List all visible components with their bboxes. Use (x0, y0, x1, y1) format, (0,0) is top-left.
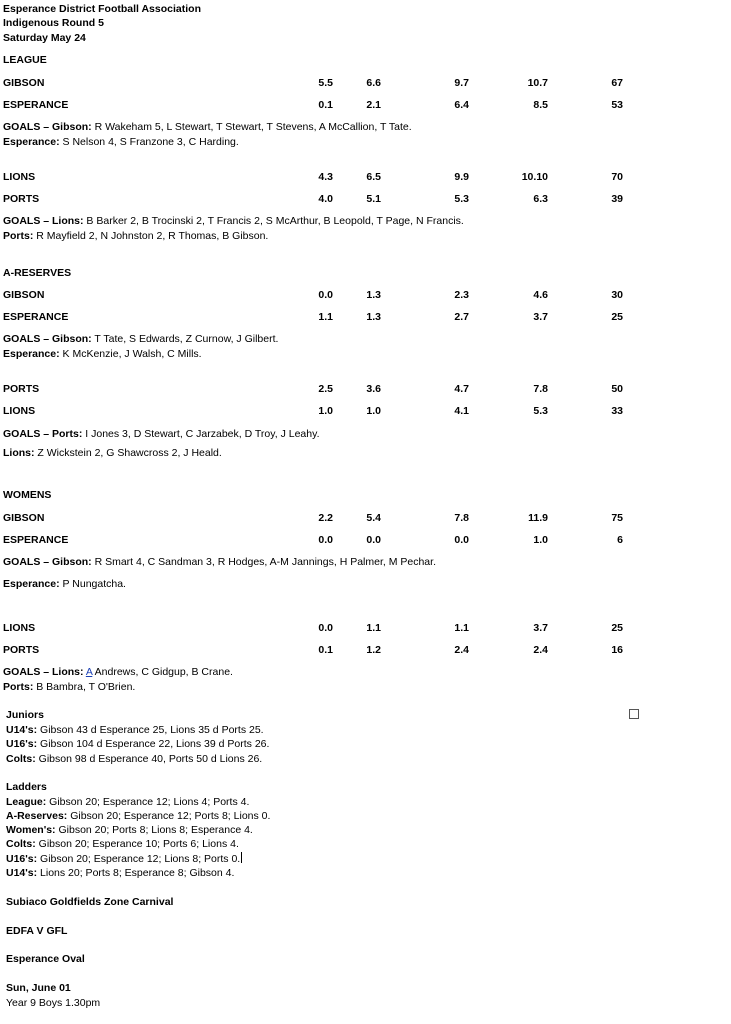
doc-title: Esperance District Football Association (3, 3, 201, 15)
score-row (3, 533, 703, 547)
goals-line (3, 347, 202, 361)
ladders-heading: Ladders (6, 781, 47, 793)
ladder-label: League: (6, 796, 47, 808)
goals-text: R Mayfield 2, N Johnston 2, R Thomas, B Gibson. (33, 230, 269, 242)
ladder-text: Gibson 20; Esperance 10; Ports 6; Lions 4. (35, 838, 239, 850)
ladder-item (6, 823, 253, 837)
total-score: 53 (611, 99, 623, 111)
score-row (3, 192, 703, 206)
q4-score: 4.6 (533, 289, 548, 301)
goals-line (3, 332, 278, 346)
goals-text: Z Wickstein 2, G Shawcross 2, J Heald. (34, 447, 222, 459)
score-row (3, 382, 703, 396)
total-score: 50 (611, 383, 623, 395)
carnival-date: Sun, June 01 (6, 982, 71, 994)
goals-text: K McKenzie, J Walsh, C Mills. (59, 348, 202, 360)
juniors-text: Gibson 98 d Esperance 40, Ports 50 d Lions 26. (35, 753, 263, 765)
goals-text: Andrews, C Gidgup, B Crane. (92, 666, 233, 678)
team-name: LIONS (3, 622, 36, 634)
team-name: LIONS (3, 171, 36, 183)
goals-label: GOALS – Gibson: (3, 556, 92, 568)
q3-score: 4.1 (454, 405, 469, 417)
q1-score: 2.2 (318, 512, 333, 524)
q2-score: 5.1 (366, 193, 381, 205)
ladder-label: A-Reserves: (6, 810, 68, 822)
team-name: GIBSON (3, 512, 45, 524)
goals-label: Ports: (3, 230, 34, 242)
juniors-heading: Juniors (6, 709, 44, 721)
team-name: PORTS (3, 644, 40, 656)
goals-line (3, 680, 135, 694)
team-name: ESPERANCE (3, 99, 69, 111)
checkbox[interactable] (629, 709, 639, 719)
team-name: PORTS (3, 383, 40, 395)
q1-score: 0.0 (318, 534, 333, 546)
goals-label: Esperance: (3, 578, 60, 590)
q3-score: 2.4 (454, 644, 469, 656)
goals-line (3, 229, 268, 243)
juniors-label: U16's: (6, 738, 38, 750)
q3-score: 9.9 (454, 171, 469, 183)
total-score: 25 (611, 622, 623, 634)
goals-label: GOALS – Lions: (3, 215, 84, 227)
team-name: GIBSON (3, 289, 45, 301)
goals-line (3, 135, 239, 149)
juniors-item (6, 723, 264, 737)
total-score: 16 (611, 644, 623, 656)
q4-score: 10.7 (527, 77, 548, 89)
q1-score: 0.1 (318, 99, 333, 111)
q3-score: 0.0 (454, 534, 469, 546)
goals-text: P Nungatcha. (59, 578, 126, 590)
juniors-item (6, 752, 262, 766)
q1-score: 0.1 (318, 644, 333, 656)
q2-score: 6.6 (366, 77, 381, 89)
score-row (3, 621, 703, 635)
q1-score: 2.5 (318, 383, 333, 395)
ladder-item (6, 809, 270, 823)
goals-line (3, 446, 222, 460)
q2-score: 1.2 (366, 644, 381, 656)
goals-initial: A (85, 666, 93, 678)
score-row (3, 643, 703, 657)
goals-text: B Bambra, T O'Brien. (33, 681, 136, 693)
team-name: ESPERANCE (3, 311, 69, 323)
q3-score: 1.1 (454, 622, 469, 634)
section-heading-league: LEAGUE (3, 54, 47, 66)
q4-score: 1.0 (533, 534, 548, 546)
goals-line (3, 427, 319, 441)
score-row (3, 310, 703, 324)
goals-label: Ports: (3, 681, 34, 693)
q2-score: 0.0 (366, 534, 381, 546)
ladder-text: Gibson 20; Esperance 12; Ports 8; Lions 0. (67, 810, 271, 822)
q1-score: 1.0 (318, 405, 333, 417)
date-title: Saturday May 24 (3, 32, 86, 44)
q4-score: 3.7 (533, 311, 548, 323)
ladder-item (6, 852, 242, 866)
total-score: 75 (611, 512, 623, 524)
q4-score: 2.4 (533, 644, 548, 656)
team-name: GIBSON (3, 77, 45, 89)
total-score: 30 (611, 289, 623, 301)
text-cursor (241, 852, 242, 863)
q2-score: 5.4 (366, 512, 381, 524)
goals-line (3, 120, 412, 134)
ladder-item (6, 795, 249, 809)
q3-score: 7.8 (454, 512, 469, 524)
goals-text: I Jones 3, D Stewart, C Jarzabek, D Troy, J Leahy. (82, 428, 320, 440)
goals-line (3, 555, 436, 569)
score-row (3, 511, 703, 525)
q2-score: 3.6 (366, 383, 381, 395)
q2-score: 2.1 (366, 99, 381, 111)
goals-text: T Tate, S Edwards, Z Curnow, J Gilbert. (91, 333, 279, 345)
goals-text: B Barker 2, B Trocinski 2, T Francis 2, S McArthur, B Leopold, T Page, N Francis. (83, 215, 464, 227)
q3-score: 4.7 (454, 383, 469, 395)
goals-label: Lions: (3, 447, 35, 459)
q4-score: 5.3 (533, 405, 548, 417)
ladder-label: Colts: (6, 838, 36, 850)
goals-line (3, 665, 233, 679)
ladder-item (6, 837, 239, 851)
q2-score: 1.3 (366, 289, 381, 301)
round-title: Indigenous Round 5 (3, 17, 104, 29)
ladder-item (6, 866, 234, 880)
total-score: 39 (611, 193, 623, 205)
juniors-label: U14's: (6, 724, 38, 736)
q3-score: 5.3 (454, 193, 469, 205)
q4-score: 6.3 (533, 193, 548, 205)
q4-score: 11.9 (528, 512, 548, 524)
score-row (3, 98, 703, 112)
q2-score: 1.1 (366, 622, 381, 634)
score-row (3, 76, 703, 90)
section-heading-womens: WOMENS (3, 489, 52, 501)
total-score: 33 (611, 405, 623, 417)
q2-score: 6.5 (366, 171, 381, 183)
goals-label: GOALS – Gibson: (3, 333, 92, 345)
total-score: 25 (611, 311, 623, 323)
q1-score: 4.0 (318, 193, 333, 205)
goals-text: R Smart 4, C Sandman 3, R Hodges, A-M Jannings, H Palmer, M Pechar. (91, 556, 436, 568)
goals-text: R Wakeham 5, L Stewart, T Stewart, T Stevens, A McCallion, T Tate. (91, 121, 412, 133)
ladder-text: Gibson 20; Ports 8; Lions 8; Esperance 4. (55, 824, 253, 836)
goals-label: GOALS – Lions: (3, 666, 84, 678)
section-heading-reserves: A-RESERVES (3, 267, 72, 279)
goals-label: GOALS – Ports: (3, 428, 83, 440)
q4-score: 7.8 (533, 383, 548, 395)
goals-label: GOALS – Gibson: (3, 121, 92, 133)
team-name: ESPERANCE (3, 534, 69, 546)
q1-score: 1.1 (318, 311, 333, 323)
team-name: LIONS (3, 405, 36, 417)
q2-score: 1.0 (366, 405, 381, 417)
q3-score: 2.7 (454, 311, 469, 323)
total-score: 6 (617, 534, 623, 546)
ladder-label: U14's: (6, 867, 38, 879)
goals-line (3, 214, 464, 228)
carnival-match: EDFA V GFL (6, 925, 68, 937)
ladder-text: Gibson 20; Esperance 12; Lions 4; Ports 4. (46, 796, 250, 808)
q3-score: 6.4 (454, 99, 469, 111)
q1-score: 5.5 (318, 77, 333, 89)
score-row (3, 404, 703, 418)
juniors-text: Gibson 104 d Esperance 22, Lions 39 d Ports 26. (37, 738, 270, 750)
ladder-text: Gibson 20; Esperance 12; Lions 8; Ports 0. (37, 853, 241, 865)
ladder-label: Women's: (6, 824, 56, 836)
team-name: PORTS (3, 193, 40, 205)
q2-score: 1.3 (366, 311, 381, 323)
carnival-title: Subiaco Goldfields Zone Carnival (6, 896, 174, 908)
score-row (3, 170, 703, 184)
score-row (3, 288, 703, 302)
juniors-label: Colts: (6, 753, 36, 765)
q1-score: 4.3 (318, 171, 333, 183)
ladder-label: U16's: (6, 853, 38, 865)
q4-score: 8.5 (533, 99, 548, 111)
carnival-venue: Esperance Oval (6, 953, 85, 965)
juniors-item (6, 737, 269, 751)
ladder-text: Lions 20; Ports 8; Esperance 8; Gibson 4. (37, 867, 235, 879)
goals-label: Esperance: (3, 348, 60, 360)
q4-score: 10.10 (521, 171, 548, 183)
q3-score: 2.3 (454, 289, 469, 301)
juniors-text: Gibson 43 d Esperance 25, Lions 35 d Ports 25. (37, 724, 264, 736)
goals-label: Esperance: (3, 136, 60, 148)
total-score: 70 (611, 171, 623, 183)
carnival-event: Year 9 Boys 1.30pm (6, 997, 101, 1009)
q1-score: 0.0 (318, 622, 333, 634)
total-score: 67 (611, 77, 623, 89)
goals-text: S Nelson 4, S Franzone 3, C Harding. (59, 136, 239, 148)
q3-score: 9.7 (454, 77, 469, 89)
q1-score: 0.0 (318, 289, 333, 301)
goals-line (3, 577, 126, 591)
q4-score: 3.7 (533, 622, 548, 634)
